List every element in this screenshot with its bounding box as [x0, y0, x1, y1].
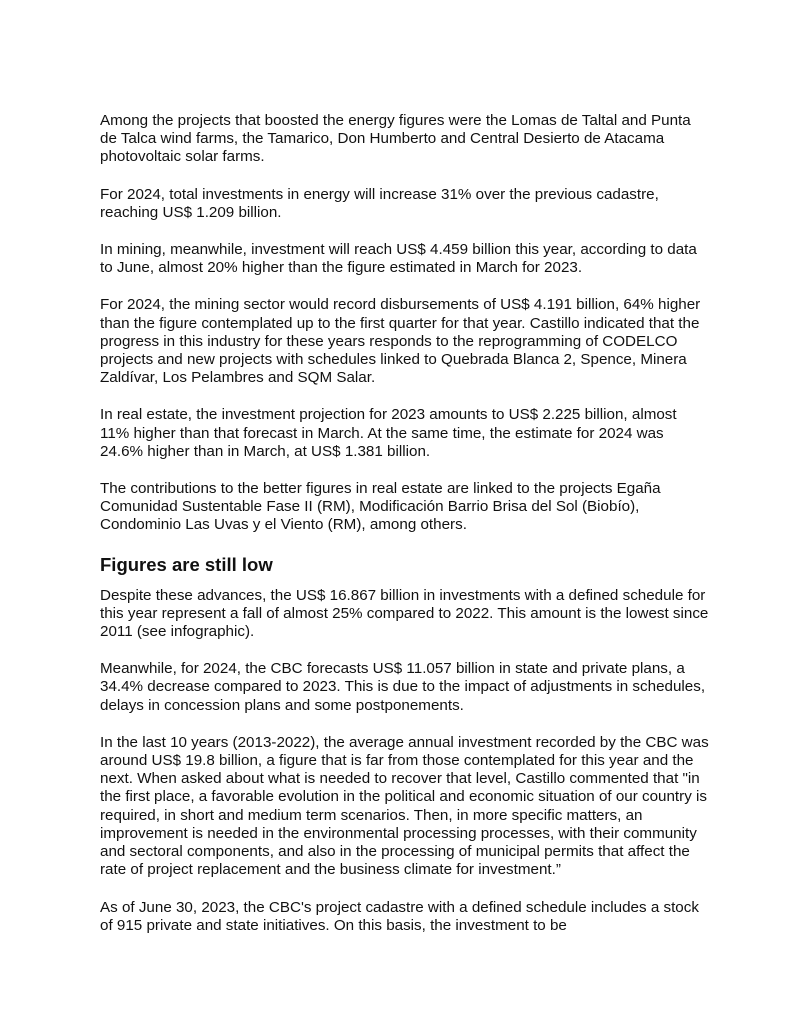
paragraph-energy-projects: Among the projects that boosted the energy figures were the Lomas de Taltal and Punta de Talca wind farms, the Tamarico, Don Humberto and Central Desierto de Atacama photovoltaic solar farms.: [100, 112, 691, 166]
paragraph-mining-2024: For 2024, the mining sector would record disbursements of US$ 4.191 billion, 64% higher than the figure contemplated up to the first quarter for that year. Castillo indicated that the progress in this industry for these years responds to the reprogramming of CODELCO projects and new projects with schedules linked to Quebrada Blanca 2, Spence, Minera Zaldívar, Los Pelambres and SQM Salar.: [100, 296, 701, 387]
paragraph-2024-forecast: Meanwhile, for 2024, the CBC forecasts US$ 11.057 billion in state and private plans, a 34.4% decrease compared to 2023. This is due to the impact of adjustments in schedules, delays in concession plans and some postponements.: [100, 660, 706, 714]
section-heading: Figures are still low: [100, 553, 273, 575]
paragraph-energy-2024: For 2024, total investments in energy will increase 31% over the previous cadastre, reaching US$ 1.209 billion.: [100, 185, 659, 221]
paragraph-investment-fall: Despite these advances, the US$ 16.867 billion in investments with a defined schedule for this year represent a fall of almost 25% compared to 2022. This amount is the lowest since 2011 (see infographic).: [100, 586, 709, 641]
document-page: [100, 112, 710, 954]
paragraph-cadastre-stock: As of June 30, 2023, the CBC's project cadastre with a defined schedule includes a stock of 915 private and state initiatives. On this basis, the investment to be: [100, 898, 699, 934]
paragraph-ten-year-average: In the last 10 years (2013-2022), the average annual investment recorded by the CBC was around US$ 19.8 billion, a figure that is far from those contemplated for this year and the next. When asked about what is needed to recover that level, Castillo commented that "in the first place, a favorable evolution in the political and economic situation of our country is required, in short and medium term scenarios. Then, in more specific matters, an improvement is needed in the environmental processing processes, with their community and sectoral components, and also in the processing of municipal permits that affect the rate of project replacement and the business climate for investment.”: [100, 733, 709, 879]
paragraph-real-estate-projection: In real estate, the investment projection for 2023 amounts to US$ 2.225 billion, almost 11% higher than that forecast in March. At the same time, the estimate for 2024 was 24.6% higher than in March, at US$ 1.381 billion.: [100, 406, 677, 460]
paragraph-mining-2023: In mining, meanwhile, investment will reach US$ 4.459 billion this year, according to data to June, almost 20% higher than the figure estimated in March for 2023.: [100, 241, 697, 277]
paragraph-real-estate-projects: The contributions to the better figures in real estate are linked to the projects Egaña Comunidad Sustentable Fase II (RM), Modificación Barrio Brisa del Sol (Biobío), Condominio Las Uvas y el Viento (RM), among others.: [100, 480, 661, 534]
